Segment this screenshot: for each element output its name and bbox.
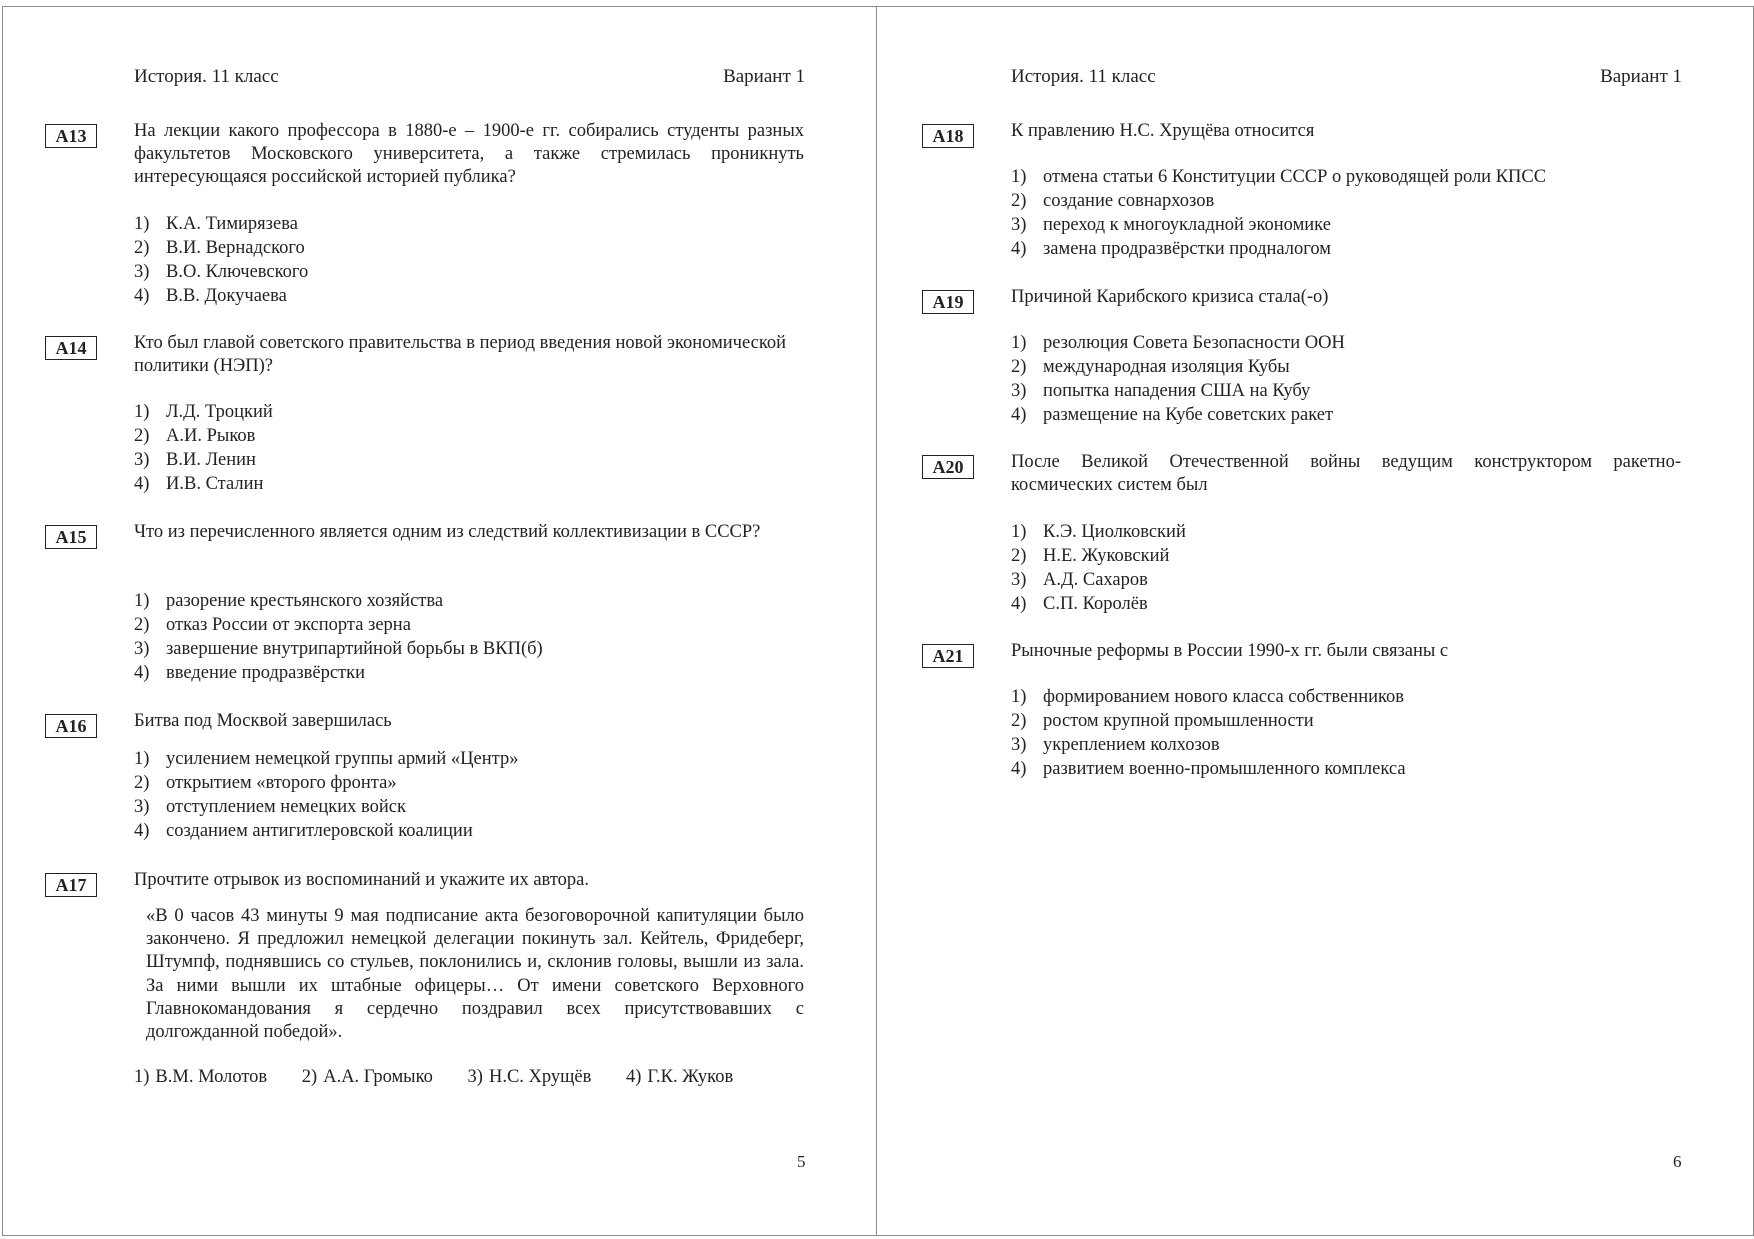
answer-option[interactable] (134, 236, 834, 260)
question-text: Что из перечисленного является одним из следствий коллективизации в СССР? (134, 522, 761, 542)
answer-option[interactable] (1011, 403, 1711, 427)
header-subject: История. 11 класс (134, 66, 279, 87)
option-text: формированием нового класса собственников (1043, 687, 1405, 707)
answer-options (1011, 165, 1711, 261)
option-text: открытием «второго фронта» (166, 773, 397, 793)
answer-options (134, 589, 834, 685)
option-text: размещение на Кубе советских ракет (1043, 405, 1334, 425)
answer-option[interactable] (134, 472, 834, 496)
option-number: 3) (1011, 215, 1027, 235)
option-text: В.И. Вернадского (166, 238, 305, 258)
option-number: 3) (134, 450, 150, 470)
answer-option[interactable] (1011, 592, 1711, 616)
option-number: 2) (1011, 357, 1027, 377)
option-text: А.Д. Сахаров (1043, 570, 1148, 590)
option-text: разорение крестьянского хозяйства (166, 591, 444, 611)
option-number: 4) (1011, 239, 1027, 259)
question-text: К правлению Н.С. Хрущёва относится (1011, 121, 1315, 141)
option-text: Г.К. Жуков (647, 1067, 734, 1087)
option-number: 3) (134, 797, 150, 817)
answer-option[interactable] (1011, 165, 1711, 189)
option-number: 1) (134, 402, 150, 422)
answer-option[interactable] (134, 448, 834, 472)
option-text: введение продразвёрстки (166, 663, 366, 683)
answer-option[interactable] (1011, 520, 1711, 544)
option-number: 3) (134, 639, 150, 659)
question-number-badge: A17 (45, 873, 97, 897)
answer-options (1011, 685, 1711, 781)
answer-option[interactable] (134, 260, 834, 284)
option-number: 4) (134, 821, 150, 841)
option-number: 2) (301, 1067, 318, 1087)
option-number: 1) (134, 214, 150, 234)
option-text: В.В. Докучаева (166, 286, 287, 306)
question-number-badge: A16 (45, 714, 97, 738)
option-text: переход к многоукладной экономике (1043, 215, 1331, 235)
option-number: 2) (134, 238, 150, 258)
question-number-badge: A14 (45, 336, 97, 360)
question-number-badge: A18 (922, 124, 974, 148)
option-number: 2) (134, 615, 150, 635)
question-text: Рыночные реформы в России 1990-х гг. были связаны с (1011, 641, 1449, 661)
option-number: 1) (134, 749, 150, 769)
option-text: созданием антигитлеровской коалиции (166, 821, 473, 841)
option-number: 2) (1011, 546, 1027, 566)
question-text: Причиной Карибского кризиса стала(-о) (1011, 287, 1329, 307)
header-subject: История. 11 класс (1011, 66, 1156, 87)
answer-option[interactable] (134, 795, 834, 819)
answer-option[interactable] (1011, 189, 1711, 213)
option-number: 4) (1011, 594, 1027, 614)
answer-option[interactable] (302, 1065, 433, 1089)
page-number: 6 (1673, 1152, 1682, 1171)
answer-option[interactable] (1011, 709, 1711, 733)
option-text: завершение внутрипартийной борьбы в ВКП(б) (166, 639, 543, 659)
answer-option[interactable] (1011, 213, 1711, 237)
answer-option[interactable] (1011, 379, 1711, 403)
option-text: создание совнархозов (1043, 191, 1215, 211)
option-number: 4) (134, 474, 150, 494)
answer-option[interactable] (626, 1065, 733, 1089)
option-text: В.М. Молотов (155, 1067, 268, 1087)
option-text: отступлением немецких войск (166, 797, 406, 817)
answer-options (134, 747, 834, 843)
answer-option[interactable] (1011, 331, 1711, 355)
answer-option[interactable] (134, 661, 834, 685)
option-number: 3) (134, 262, 150, 282)
option-text: международная изоляция Кубы (1043, 357, 1290, 377)
option-text: Л.Д. Троцкий (166, 402, 273, 422)
option-text: Н.С. Хрущёв (488, 1067, 592, 1087)
option-text: К.Э. Циолковский (1043, 522, 1186, 542)
option-text: замена продразвёрстки продналогом (1043, 239, 1331, 259)
option-text: отказ России от экспорта зерна (166, 615, 411, 635)
answer-options (1011, 520, 1711, 616)
question-text: На лекции какого профессора в 1880-е – 1900-е гг. собирались студенты разных факультетов Московского университета, а также стремилась проникнуть интересующаяся российской историей публика? (134, 121, 804, 187)
option-text: А.А. Громыко (323, 1067, 433, 1087)
answer-option[interactable] (134, 1065, 267, 1089)
option-number: 1) (1011, 167, 1027, 187)
option-number: 1) (134, 591, 150, 611)
option-number: 2) (1011, 711, 1027, 731)
answer-option[interactable] (134, 424, 834, 448)
option-text: И.В. Сталин (166, 474, 264, 494)
option-text: укреплением колхозов (1043, 735, 1220, 755)
answer-option[interactable] (134, 771, 834, 795)
answer-option[interactable] (1011, 355, 1711, 379)
option-number: 2) (1011, 191, 1027, 211)
answer-option[interactable] (1011, 757, 1711, 781)
answer-option[interactable] (468, 1065, 592, 1089)
question-number-badge: A19 (922, 290, 974, 314)
option-number: 3) (1011, 381, 1027, 401)
option-number: 4) (625, 1067, 642, 1087)
answer-option[interactable] (1011, 568, 1711, 592)
answer-option[interactable] (134, 212, 834, 236)
answer-option[interactable] (134, 819, 834, 843)
question-number-badge: A15 (45, 525, 97, 549)
question-text: Прочтите отрывок из воспоминаний и укажите их автора. (134, 870, 590, 890)
option-text: В.И. Ленин (166, 450, 256, 470)
option-number: 4) (134, 286, 150, 306)
answer-options (134, 400, 834, 496)
option-text: отмена статьи 6 Конституции СССР о руководящей роли КПСС (1043, 167, 1547, 187)
option-number: 1) (1011, 333, 1027, 353)
answer-option[interactable] (1011, 733, 1711, 757)
option-text: резолюция Совета Безопасности ООН (1043, 333, 1345, 353)
question-text: Битва под Москвой завершилась (134, 711, 392, 731)
memoir-quote: «В 0 часов 43 минуты 9 мая подписание акта безоговорочной капитуляции было закончено. Я предложил немецкой делегации покинуть зал. Кейтель, Фридеберг, Штумпф, поднявшись со стульев, поклонились и, склонив головы, вышли из зала. За ними вышли их штабные офицеры… От имени советского Верховного Главнокомандования я сердечно поздравил всех присутствовавших с долгожданной победой». (146, 906, 804, 1043)
option-text: Н.Е. Жуковский (1043, 546, 1170, 566)
answer-option[interactable] (134, 637, 834, 661)
option-number: 4) (134, 663, 150, 683)
header-variant: Вариант 1 (1600, 66, 1682, 87)
option-number: 4) (1011, 405, 1027, 425)
answer-option[interactable] (1011, 544, 1711, 568)
option-text: ростом крупной промышленности (1043, 711, 1314, 731)
question-text: После Великой Отечественной войны ведущим конструктором ракетно-космических систем был (1011, 452, 1681, 495)
option-number: 2) (134, 773, 150, 793)
question-number-badge: A13 (45, 124, 97, 148)
option-number: 3) (1011, 570, 1027, 590)
option-text: попытка нападения США на Кубу (1043, 381, 1311, 401)
option-text: усилением немецкой группы армий «Центр» (166, 749, 519, 769)
option-text: В.О. Ключевского (166, 262, 309, 282)
page-number: 5 (797, 1152, 806, 1171)
option-number: 1) (1011, 522, 1027, 542)
page-6 (877, 0, 1754, 1239)
answer-option[interactable] (134, 589, 834, 613)
question-number-badge: A20 (922, 455, 974, 479)
option-number: 3) (467, 1067, 483, 1087)
answer-option[interactable] (1011, 237, 1711, 261)
option-number: 4) (1011, 759, 1027, 779)
option-text: К.А. Тимирязева (166, 214, 298, 234)
answer-option[interactable] (134, 284, 834, 308)
answer-option[interactable] (134, 747, 834, 771)
option-number: 2) (134, 426, 150, 446)
answer-options (134, 212, 834, 308)
option-number: 3) (1011, 735, 1027, 755)
option-text: А.И. Рыков (166, 426, 256, 446)
question-number-badge: A21 (922, 644, 974, 668)
option-number: 1) (1011, 687, 1027, 707)
option-text: развитием военно-промышленного комплекса (1043, 759, 1406, 779)
answer-option[interactable] (134, 613, 834, 637)
header-variant: Вариант 1 (723, 66, 805, 87)
answer-option[interactable] (1011, 685, 1711, 709)
answer-options (1011, 331, 1711, 427)
answer-option[interactable] (134, 400, 834, 424)
option-text: С.П. Королёв (1043, 594, 1148, 614)
option-number: 1) (134, 1067, 150, 1087)
question-text: Кто был главой советского правительства в период введения новой экономической политики (НЭП)? (134, 333, 787, 376)
answer-options (134, 1065, 763, 1089)
